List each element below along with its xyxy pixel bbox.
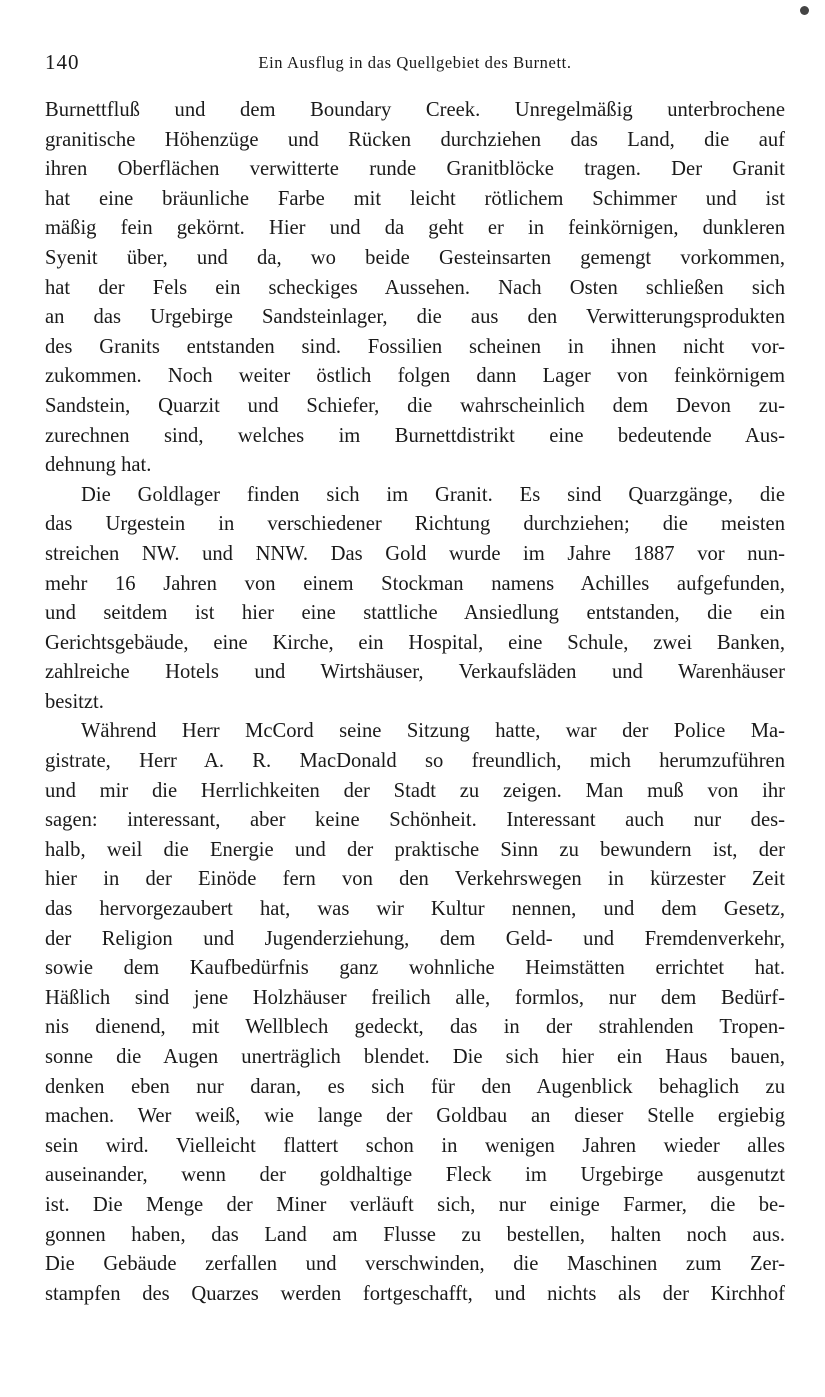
text-line: granitische Höhenzüge und Rücken durchziehen das Land, die auf [45, 128, 785, 151]
text-line: machen. Wer weiß, wie lange der Goldbau an dieser Stelle ergiebig [45, 1105, 785, 1128]
text-line: sagen: interessant, aber keine Schönheit. Interessant auch nur des- [45, 809, 785, 832]
text-line: streichen NW. und NNW. Das Gold wurde im Jahre 1887 vor nun- [45, 542, 785, 565]
running-head [45, 50, 785, 74]
ink-dot-mark [800, 6, 809, 15]
body-text [45, 96, 785, 1309]
text-line: nis dienend, mit Wellblech gedeckt, das in der strahlenden Tropen- [45, 1016, 785, 1039]
text-line: ist. Die Menge der Miner verläuft sich, nur einige Farmer, die be- [45, 1193, 785, 1216]
text-line: gonnen haben, das Land am Flusse zu bestellen, halten noch aus. [45, 1223, 785, 1246]
text-line: hat der Fels ein scheckiges Aussehen. Nach Osten schließen sich [45, 276, 785, 299]
text-line: sein wird. Vielleicht flattert schon in wenigen Jahren wieder alles [45, 1134, 785, 1157]
text-line: zahlreiche Hotels und Wirtshäuser, Verkaufsläden und Warenhäuser [45, 661, 785, 684]
text-line: Syenit über, und da, wo beide Gesteinsarten gemengt vorkommen, [45, 246, 785, 269]
text-line: mäßig fein gekörnt. Hier und da geht er in feinkörnigen, dunkleren [45, 217, 785, 240]
text-line: Die Goldlager finden sich im Granit. Es sind Quarzgänge, die [81, 483, 785, 506]
text-line: Während Herr McCord seine Sitzung hatte, war der Police Ma- [81, 720, 785, 743]
text-line: sonne die Augen unerträglich blendet. Die sich hier ein Haus bauen, [45, 1046, 785, 1068]
text-line: hat eine bräunliche Farbe mit leicht rötlichem Schimmer und ist [45, 187, 785, 210]
text-line: Gerichtsgebäude, eine Kirche, ein Hospital, eine Schule, zwei Banken, [45, 631, 785, 654]
text-line: Burnettfluß und dem Boundary Creek. Unregelmäßig unterbrochene [45, 99, 785, 121]
text-line: halb, weil die Energie und der praktische Sinn zu bewundern ist, der [45, 838, 785, 861]
text-line: der Religion und Jugenderziehung, dem Geld- und Fremdenverkehr, [45, 927, 785, 950]
running-title: Ein Ausflug in das Quellgebiet des Burnett. [258, 53, 572, 72]
text-line: Die Gebäude zerfallen und verschwinden, die Maschinen zum Zer- [45, 1253, 785, 1276]
text-line: hier in der Einöde fern von den Verkehrswegen in kürzester Zeit [45, 868, 785, 891]
text-line: das hervorgezaubert hat, was wir Kultur nennen, und dem Gesetz, [45, 898, 785, 921]
text-line: Sandstein, Quarzit und Schiefer, die wahrscheinlich dem Devon zu- [45, 394, 785, 417]
text-line: mehr 16 Jahren von einem Stockman namens Achilles aufgefunden, [45, 572, 785, 595]
text-line: des Granits entstanden sind. Fossilien scheinen in ihnen nicht vor- [45, 335, 785, 358]
text-line: zukommen. Noch weiter östlich folgen dann Lager von feinkörnigem [45, 365, 785, 388]
text-line: ihren Oberflächen verwitterte runde Granitblöcke tragen. Der Granit [45, 158, 785, 181]
text-line: besitzt. [45, 690, 104, 713]
text-line: zurechnen sind, welches im Burnettdistrikt eine bedeutende Aus- [45, 424, 785, 447]
text-line: Häßlich sind jene Holzhäuser freilich alle, formlos, nur dem Bedürf- [45, 986, 785, 1009]
text-line: denken eben nur daran, es sich für den Augenblick behaglich zu [45, 1075, 785, 1098]
page-number: 140 [45, 50, 80, 74]
text-line: und mir die Herrlichkeiten der Stadt zu zeigen. Man muß von ihr [45, 779, 785, 802]
text-line: das Urgestein in verschiedener Richtung durchziehen; die meisten [45, 513, 785, 536]
text-line: gistrate, Herr A. R. MacDonald so freundlich, mich herumzuführen [45, 750, 785, 773]
text-line: stampfen des Quarzes werden fortgeschafft, und nichts als der Kirchhof [45, 1282, 785, 1305]
text-line: dehnung hat. [45, 454, 152, 477]
text-line: und seitdem ist hier eine stattliche Ansiedlung entstanden, die ein [45, 602, 785, 625]
text-line: sowie dem Kaufbedürfnis ganz wohnliche Heimstätten errichtet hat. [45, 957, 785, 980]
text-line: auseinander, wenn der goldhaltige Fleck im Urgebirge ausgenutzt [45, 1164, 785, 1187]
text-line: an das Urgebirge Sandsteinlager, die aus den Verwitterungsprodukten [45, 306, 785, 329]
